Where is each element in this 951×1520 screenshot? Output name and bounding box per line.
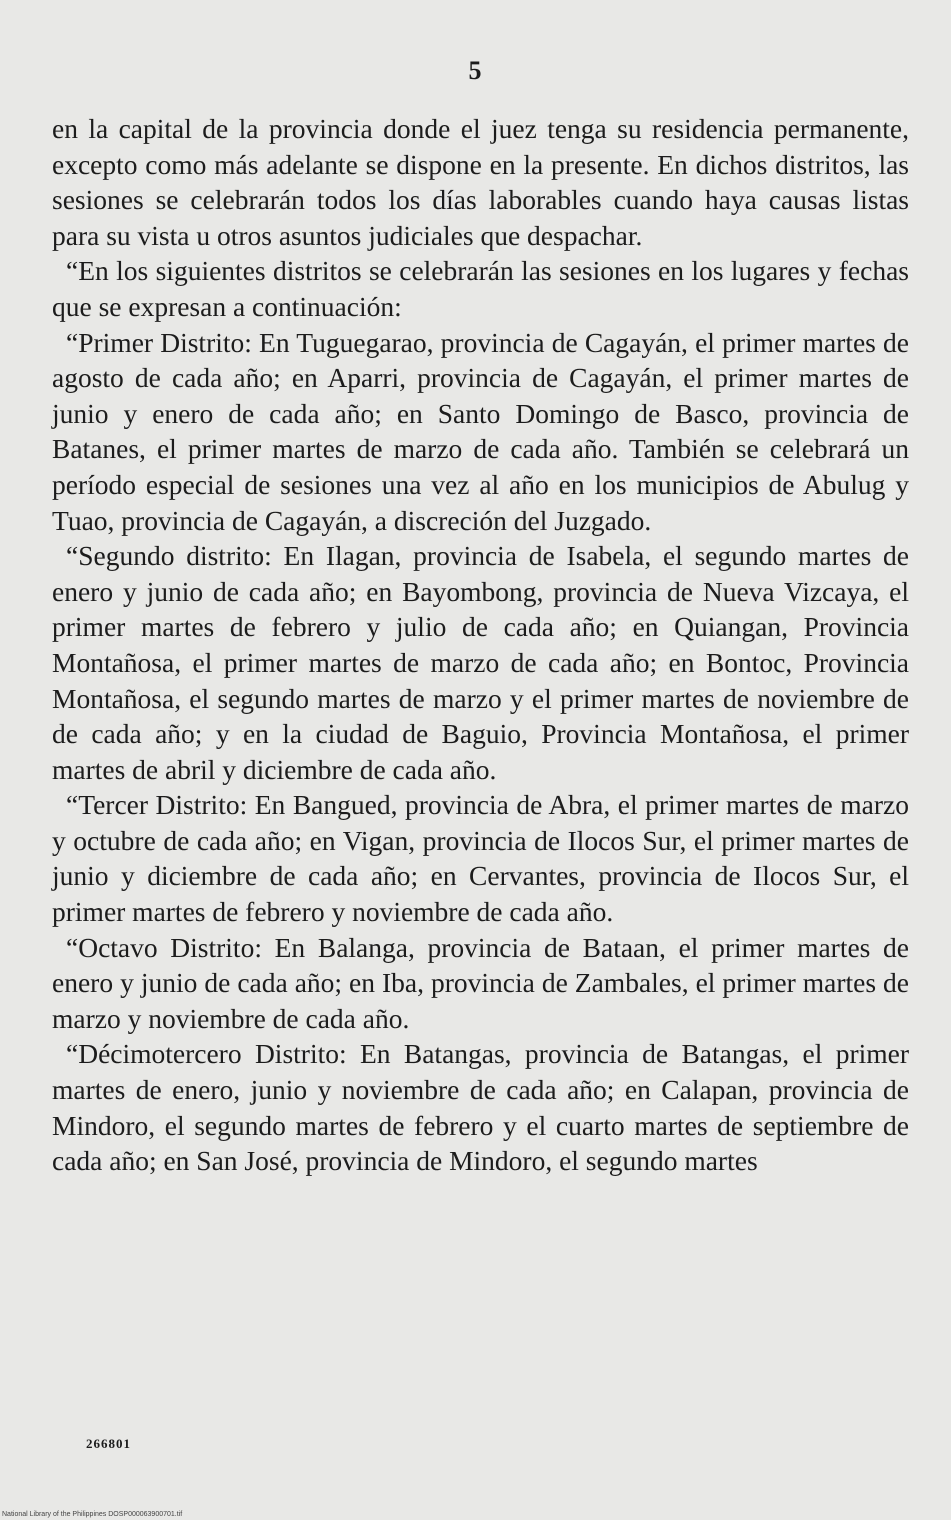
paragraph: “Segundo distrito: En Ilagan, provincia de Isabela, el segundo martes de enero y junio de cada año; en Bayombong, provincia de Nueva Vizcaya, el primer martes de febrero y julio de cada año; en Quiangan, Provincia Montañosa, el primer martes de marzo de cada año; en Bontoc, Provincia Montañosa, el segundo martes de marzo y el primer martes de noviembre de de cada año; y en la ciudad de Baguio, Provincia Montañosa, el primer martes de abril y diciembre de cada año.	[52, 540, 909, 785]
body-text	[52, 111, 909, 1179]
paragraph: en la capital de la provincia donde el juez tenga su residencia permanente, excepto como más adelante se dispone en la presente. En dichos distritos, las sesiones se celebrarán todos los días laborables cuando haya causas listas para su vista u otros asuntos judiciales que despachar.	[52, 113, 909, 251]
signature-mark: 266801	[86, 1436, 131, 1451]
paragraph: “Tercer Distrito: En Bangued, provincia de Abra, el primer martes de marzo y octubre de cada año; en Vigan, provincia de Ilocos Sur, el primer martes de junio y diciembre de cada año; en Cervantes, provincia de Ilocos Sur, el primer martes de febrero y noviembre de cada año.	[52, 789, 909, 928]
paragraph: “Primer Distrito: En Tuguegarao, provincia de Cagayán, el primer martes de agosto de cada año; en Aparri, provincia de Cagayán, el primer martes de junio y enero de cada año; en Santo Domingo de Basco, provincia de Batanes, el primer martes de marzo de cada año. También se celebrará un período especial de sesiones una vez al año en los municipios de Abulug y Tuao, provincia de Cagayán, a discreción del Juzgado.	[52, 326, 909, 536]
paragraph: “Décimotercero Distrito: En Batangas, provincia de Batangas, el primer martes de enero, junio y noviembre de cada año; en Calapan, provincia de Mindoro, el segundo martes de febrero y el cuarto martes de septiembre de cada año; en San José, provincia de Mindoro, el segundo martes	[52, 1038, 909, 1177]
paragraph: “En los siguientes distritos se celebrarán las sesiones en los lugares y fechas que se expresan a continuación:	[52, 255, 909, 322]
scan-footer: National Library of the Philippines DOSP000063900701.tif	[2, 1511, 183, 1518]
page-number: 5	[468, 56, 483, 85]
paragraph: “Octavo Distrito: En Balanga, provincia de Bataan, el primer martes de enero y junio de cada año; en Iba, provincia de Zambales, el primer martes de marzo y noviembre de cada año.	[52, 931, 909, 1034]
